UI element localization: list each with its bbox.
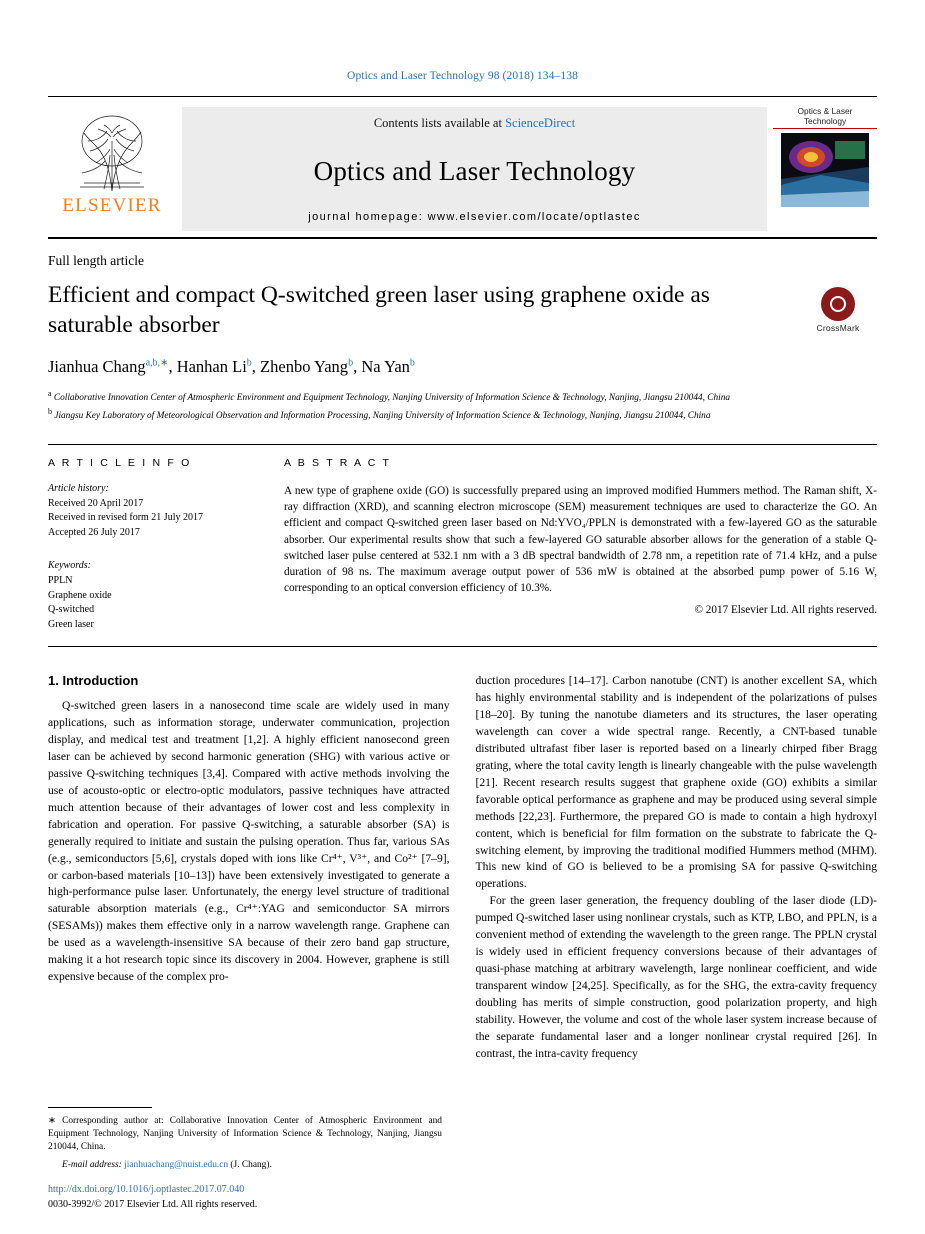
keywords-label: Keywords: [48, 560, 91, 572]
title-row [48, 281, 877, 341]
keyword-item: Graphene oxide [48, 589, 112, 601]
running-head: Optics and Laser Technology 98 (2018) 134–138 [347, 70, 578, 82]
affiliation-mark: a [48, 388, 52, 398]
publisher-block [48, 107, 176, 231]
affiliation-mark: b [48, 406, 52, 416]
page-title: Efficient and compact Q-switched green laser using graphene oxide as saturable absorber [48, 282, 710, 338]
email-suffix: (J. Chang). [230, 1159, 272, 1170]
keyword-item: Green laser [48, 618, 94, 630]
body-paragraph: For the green laser generation, the frequency doubling of the laser diode (LD)-pumped Q-switched laser using nonlinear crystals, such as KTP, LBO, and PPLN, is a convenient method of extending the wavelength to the green range. The PPLN crystal is widely used in efficient frequency conversions because of their advantages of quasi-phase matching at arbitrary wavelength, large nonlinear coefficient, and wide transparent window [24,25]. Specifically, as for the SHG, the extra-cavity frequency doubling has merits of simple construction, good polarization property, and high stability. However, the volume and cost of the whole laser system increase because of the separate fundamental laser and a longer nonlinear crystal required [26]. In contrast, the intra-cavity frequency [475, 894, 877, 1060]
author-affil-mark: b [409, 357, 415, 369]
crossmark-badge[interactable] [799, 281, 877, 333]
abstract-text: A new type of graphene oxide (GO) is successfully prepared using an improved modified Hummers method. The Raman shift, X-ray diffraction (XRD), and scanning electron microscope (SEM) measurement techniques are used to characterize the GO. An efficient and compact Q-switched green laser based on Nd:YVO₄/PPLN is demonstrated with a few-layered GO as the saturable absorber. Our experimental results show that such a few-layered GO saturable absorber allows for the generation of a stable Q-switched laser pulse centered at 532.1 nm with a 3 dB spectral bandwidth of 2.78 nm, a repetition rate of 71.4 kHz, and a pulse duration of 98 ns. The maximum average output power of 536 mW is obtained at the absorbed pump power of 5.16 W, corresponding to an optical conversion efficiency of 10.3%. [284, 484, 877, 595]
article-info-heading: A R T I C L E I N F O [48, 456, 192, 469]
journal-center-panel [182, 107, 767, 231]
body-column-left [48, 673, 450, 1062]
page-footer [48, 1182, 548, 1212]
cover-title-line1: Optics & Laser [797, 106, 853, 116]
body-columns [48, 673, 877, 1062]
contents-prefix: Contents lists available at [373, 116, 502, 130]
issn-copyright: 0030-3992/© 2017 Elsevier Ltd. All rights reserved. [48, 1199, 258, 1210]
keyword-item: Q-switched [48, 604, 95, 616]
author-name: Jianhua Chang [48, 356, 146, 376]
section-heading-introduction: 1. Introduction [48, 673, 139, 689]
article-type: Full length article [48, 253, 144, 268]
journal-cover-block [773, 107, 877, 231]
sciencedirect-link[interactable]: ScienceDirect [505, 116, 576, 130]
affiliation-item [48, 388, 877, 406]
journal-title: Optics and Laser Technology [313, 155, 636, 186]
keyword-item: PPLN [48, 575, 73, 587]
author-item[interactable] [361, 357, 415, 376]
abstract-heading: A B S T R A C T [284, 456, 392, 469]
info-abstract-band [48, 444, 877, 648]
author-name: Zhenbo Yang [260, 356, 349, 376]
article-history-item: Accepted 26 July 2017 [48, 526, 140, 538]
journal-homepage: journal homepage: www.elsevier.com/locate/optlastec [308, 211, 641, 223]
author-list: Jianhua Chang$^{a,b,∗}$, Hanhan Li$^b$, Zhenbo Yang$^b$, Na Yan$^b$ [48, 356, 415, 376]
affiliation-list [48, 388, 877, 424]
author-name: Hanhan Li [176, 356, 247, 376]
footnote-corresponding: ∗ Corresponding author at: Collaborative Innovation Center of Atmospheric Environment and Equipment Technology, Nanjing University of Information Science & Technology, Nanjing, Jiangsu 210044, China. [48, 1115, 442, 1153]
cover-title-line2: Technology [803, 115, 847, 126]
body-paragraph: Q-switched green lasers in a nanosecond time scale are widely used in many applications, such as information storage, underwater communication, projection display, and medical test and treatment [1,2]. A highly efficient nanosecond green laser can be achieved by second harmonic generation (SHG) with various active or passive Q-switching techniques [3,4]. Compared with active methods involving the use of acousto-optic or electro-optic modulators, passive techniques have attracted much attention because of their advantages of lower cost and less complexity in fabrication and operation. For passive Q-switching, a saturable absorber (SA) is generally required to initiate and sustain the pulsing operation. Thus far, various SAs (e.g., semiconductors [5,6], crystals doped with ions like Cr⁴⁺, V³⁺, and Co²⁺ [7–9], or carbon-based materials [10–13]) have been extensively investigated to generate a high-performance pulse laser. Unfortunately, the energy level structure of traditional saturable absorption materials (e.g., Cr⁴⁺:YAG and semiconductor SA mirrors (SESAMs)) makes them effective only in a narrow wavelength range. Graphene can be used as a wavelength-insensitive SA because of their zero band gap structure, making it a hot research topic since its discovery in 2004. However, graphene is still expensive because of the complex pro- [48, 699, 450, 984]
body-column-right [476, 673, 878, 1062]
footnote-rule [48, 1107, 152, 1108]
author-affil-mark: b [348, 357, 354, 369]
article-history-label: Article history: [48, 482, 109, 494]
affiliation-item [48, 406, 877, 424]
elsevier-tree-icon [74, 111, 150, 193]
email-link[interactable]: jianhuachang@nuist.edu.cn [124, 1159, 229, 1170]
author-item[interactable] [48, 357, 168, 376]
body-paragraph: duction procedures [14–17]. Carbon nanotube (CNT) is another excellent SA, which has highly environmental stability and is independent of the polarizations of pulses [18–20]. By tuning the nanotube diameters and its structures, the laser operating wavelength can cover a wide spectral range. Recently, a CNT-based tunable distributed ultrafast fiber laser is reported based on a linearly chirped fiber Bragg grating, where the total cavity length is linearly changeable with the pulse wavelength [21]. Recent research results suggest that graphene oxide (GO) exhibits a similar favorable optical performance as graphene and may be produced using several simple methods [22,23]. Furthermore, the prepared GO is made to contain a high hydroxyl content, which is beneficial for film formation on the substrate to fabricate the Q-switching element, by improving the traditional modified Hummers method (MHM). This new kind of GO is believed to be a promising SA for passive Q-switching operations. [475, 674, 877, 891]
crossmark-icon [821, 287, 855, 321]
doi-link[interactable]: http://dx.doi.org/10.1016/j.optlastec.2017.07.040 [48, 1184, 245, 1195]
cover-header [773, 107, 877, 129]
footnote-email-line [48, 1159, 442, 1172]
contents-available-line [374, 116, 575, 131]
affiliation-text: Jiangsu Key Laboratory of Meteorological Observation and Information Processing, Nanjing University of Information Science & Technology, Nanjing, Jiangsu 210044, China [54, 410, 711, 421]
author-name: Na Yan [361, 356, 410, 376]
article-history-item: Received 20 April 2017 [48, 497, 144, 509]
corresponding-author-footnote [48, 1107, 442, 1172]
author-item[interactable] [177, 357, 252, 376]
article-history-item: Received in revised form 21 July 2017 [48, 512, 203, 524]
email-label: E-mail address: [62, 1159, 122, 1170]
elsevier-wordmark: ELSEVIER [62, 195, 162, 216]
author-affil-mark: b [246, 357, 252, 369]
abstract-column [284, 457, 877, 633]
author-item[interactable] [260, 357, 353, 376]
crossmark-label: CrossMark [816, 323, 860, 333]
article-info-column [48, 457, 284, 633]
keywords-block [48, 560, 266, 632]
affiliation-text: Collaborative Innovation Center of Atmospheric Environment and Equipment Technology, Nanjing University of Information Science & Technology, Nanjing, Jiangsu 210044, China [53, 392, 731, 403]
journal-masthead [48, 96, 877, 239]
author-affil-mark: a,b,∗ [145, 357, 169, 369]
cover-thumbnail-image [781, 133, 869, 207]
abstract-copyright: © 2017 Elsevier Ltd. All rights reserved. [694, 604, 877, 617]
